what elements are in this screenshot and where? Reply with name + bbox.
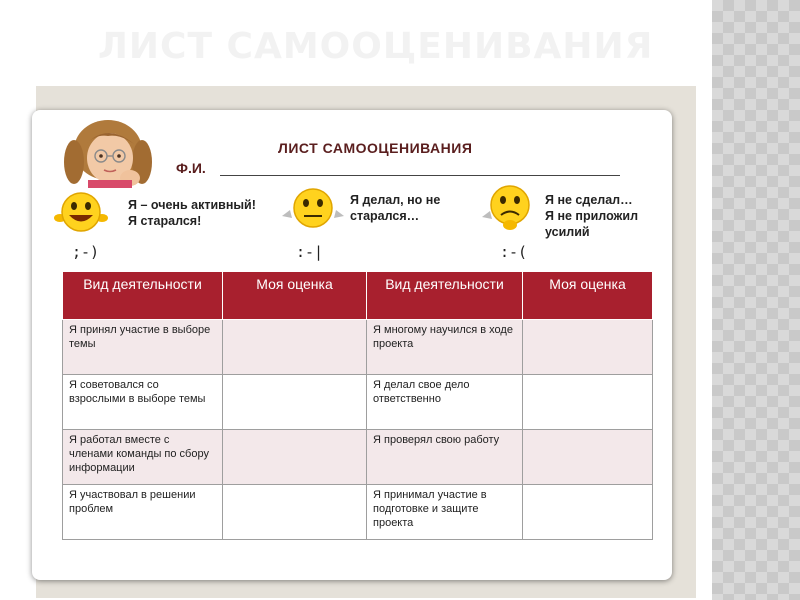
- girl-portrait-image: [60, 118, 156, 188]
- emotion-neutral-line2: старался…: [350, 209, 420, 223]
- table-row: [63, 375, 653, 430]
- header-score-left: Моя оценка: [223, 272, 367, 320]
- emotion-sad-line3: усилий: [545, 225, 590, 239]
- emotion-active-line2: Я старался!: [128, 214, 202, 228]
- score-cell[interactable]: [223, 485, 367, 540]
- sheet-title: ЛИСТ САМООЦЕНИВАНИЯ: [278, 140, 473, 156]
- activity-cell: Я проверял свою работу: [367, 430, 523, 485]
- header-activity-right: Вид деятельности: [367, 272, 523, 320]
- header-activity-left: Вид деятельности: [63, 272, 223, 320]
- score-cell[interactable]: [523, 320, 653, 375]
- score-cell[interactable]: [523, 485, 653, 540]
- table-row: [63, 485, 653, 540]
- emotion-sad-text: [545, 192, 638, 240]
- emotion-sad-symbol: :-(: [500, 243, 528, 261]
- emotion-neutral-line1: Я делал, но не: [350, 193, 441, 207]
- emotion-active-symbol: ;-): [72, 243, 100, 261]
- sad-smiley-icon: [480, 183, 536, 231]
- activity-cell: Я принимал участие в подготовке и защите проекта: [367, 485, 523, 540]
- decorative-checker-stripe: [712, 0, 800, 600]
- happy-smiley-icon: [52, 190, 110, 234]
- activity-cell: Я принял участие в выборе темы: [63, 320, 223, 375]
- neutral-smiley-icon: [280, 186, 346, 230]
- emotion-active-line1: Я – очень активный!: [128, 198, 256, 212]
- table-row: [63, 320, 653, 375]
- emotion-active-text: [128, 197, 256, 229]
- activity-cell: Я многому научился в ходе проекта: [367, 320, 523, 375]
- emotion-neutral-symbol: :-|: [296, 243, 324, 261]
- slide-title: ЛИСТ САМООЦЕНИВАНИЯ: [98, 26, 654, 67]
- activity-cell: Я работал вместе с членами команды по сбору информации: [63, 430, 223, 485]
- score-cell[interactable]: [523, 375, 653, 430]
- emotion-sad-line1: Я не сделал…: [545, 193, 633, 207]
- table-row: [63, 430, 653, 485]
- score-cell[interactable]: [223, 375, 367, 430]
- name-field-line: [220, 175, 620, 176]
- self-assessment-table: [62, 271, 653, 540]
- activity-cell: Я делал свое дело ответственно: [367, 375, 523, 430]
- emotion-sad-line2: Я не приложил: [545, 209, 639, 223]
- header-score-right: Моя оценка: [523, 272, 653, 320]
- activity-cell: Я участвовал в решении проблем: [63, 485, 223, 540]
- name-field-label: Ф.И.: [176, 160, 206, 176]
- emotion-neutral-text: [350, 192, 440, 224]
- activity-cell: Я советовался со взрослыми в выборе темы: [63, 375, 223, 430]
- score-cell[interactable]: [223, 320, 367, 375]
- score-cell[interactable]: [523, 430, 653, 485]
- score-cell[interactable]: [223, 430, 367, 485]
